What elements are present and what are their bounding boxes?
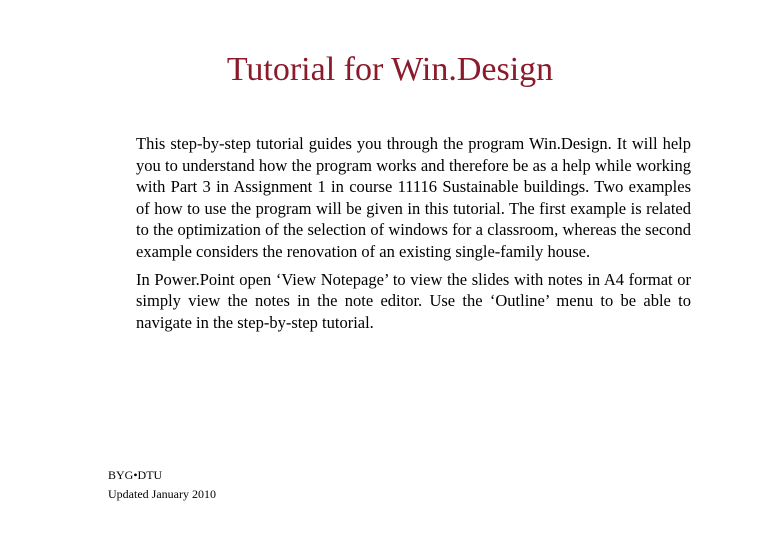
footer-organization: BYG•DTU xyxy=(108,468,163,482)
slide-footer xyxy=(108,466,216,504)
slide-body xyxy=(136,133,691,339)
intro-paragraph: This step-by-step tutorial guides you through the program Win.Design. It will help you to understand how the program works and therefore be as a help while working with Part 3 in Assignment 1 in course 11116 Sustainable buildings. Two examples of how to use the program will be given in this tutorial. The first example is related to the optimization of the selection of windows for a classroom, whereas the second example considers the renovation of an existing single-family house. xyxy=(136,134,691,261)
instructions-paragraph: In Power.Point open ‘View Notepage’ to view the slides with notes in A4 format or simply view the notes in the note editor. Use the ‘Outline’ menu to be able to navigate in the step-by-step tutorial. xyxy=(136,269,691,332)
slide-title: Tutorial for Win.Design xyxy=(226,51,554,88)
footer-updated-date: Updated January 2010 xyxy=(108,487,216,501)
